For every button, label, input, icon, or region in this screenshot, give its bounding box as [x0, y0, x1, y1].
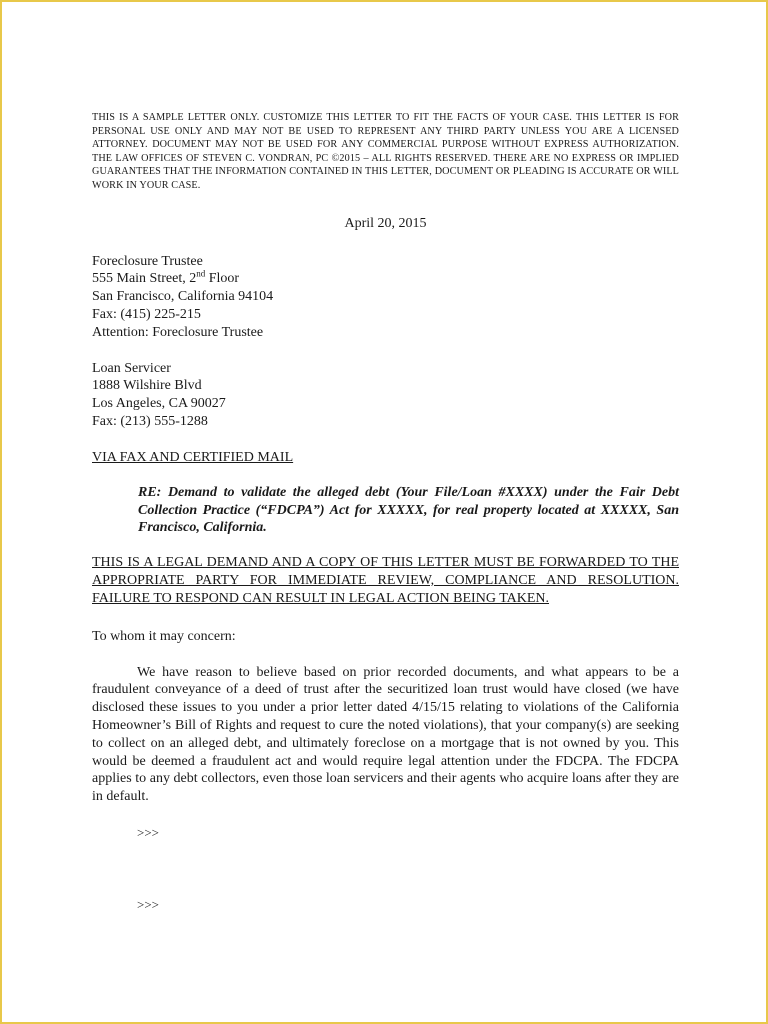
legal-demand-notice: THIS IS A LEGAL DEMAND AND A COPY OF THIS LETTER MUST BE FORWARDED TO THE APPROPRIATE PARTY FOR IMMEDIATE REVIEW, COMPLIANCE AND RESOLUTION. FAILURE TO RESPOND CAN RESULT IN LEGAL ACTION BEING TAKEN. — [92, 555, 679, 606]
trustee-city: San Francisco, California 94104 — [92, 289, 274, 305]
servicer-name: Loan Servicer — [92, 360, 171, 376]
continuation-marker: >>> — [137, 824, 159, 840]
trustee-attention: Attention: Foreclosure Trustee — [92, 324, 264, 340]
letter-content — [92, 111, 679, 914]
body-paragraph: We have reason to believe based on prior recorded documents, and what appears to be a fraudulent conveyance of a deed of trust after the securitized loan trust would have closed (we have disclosed these issues to you under a prior letter dated 4/15/15 relating to violations of the California Homeowner’s Bill of Rights and request to cure the noted violations), that your company(s) are seeking to collect on an alleged debt, and ultimately foreclose on a mortgage that is not owned by you. This would be deemed a fraudulent act and would require legal attention under the FDCPA. The FDCPA applies to any debt collectors, even those loan servicers and their agents who acquire loans after they are in default. — [92, 664, 679, 805]
continuation-marker: >>> — [137, 896, 159, 912]
trustee-fax: Fax: (415) 225-215 — [92, 306, 201, 322]
ordinal-suffix: nd — [196, 268, 206, 279]
delivery-method: VIA FAX AND CERTIFIED MAIL — [92, 449, 294, 465]
trustee-name: Foreclosure Trustee — [92, 253, 203, 269]
servicer-address-block — [92, 360, 679, 431]
disclaimer-text: THIS IS A SAMPLE LETTER ONLY. CUSTOMIZE THIS LETTER TO FIT THE FACTS OF YOUR CASE. THIS LETTER IS FOR PERSONAL USE ONLY AND MAY NOT BE USED TO REPRESENT ANY THIRD PARTY UNLESS YOU ARE A LICENSED ATTORNEY. DOCUMENT MAY NOT BE USED FOR ANY COMMERCIAL PURPOSE WITHOUT EXPRESS AUTHORIZATION. THE LAW OFFICES OF STEVEN C. VONDRAN, PC ©2015 – ALL RIGHTS RESERVED. THERE ARE NO EXPRESS OR IMPLIED GUARANTEES THAT THE INFORMATION CONTAINED IN THIS LETTER, DOCUMENT OR PLEADING IS ACCURATE OR WILL WORK IN YOUR CASE. — [92, 112, 679, 191]
subject-line: RE: Demand to validate the alleged debt (Your File/Loan #XXXX) under the Fair Debt Collection Practice (“FDCPA”) Act for XXXXX, for real property located at XXXXX, San Francisco, California. — [138, 484, 679, 536]
servicer-fax: Fax: (213) 555-1288 — [92, 413, 208, 429]
servicer-city: Los Angeles, CA 90027 — [92, 396, 226, 412]
servicer-street: 1888 Wilshire Blvd — [92, 378, 202, 394]
salutation: To whom it may concern: — [92, 628, 236, 644]
letter-date: April 20, 2015 — [344, 215, 427, 231]
trustee-street: 555 Main Street, 2nd Floor — [92, 268, 240, 287]
trustee-address-block — [92, 253, 679, 342]
